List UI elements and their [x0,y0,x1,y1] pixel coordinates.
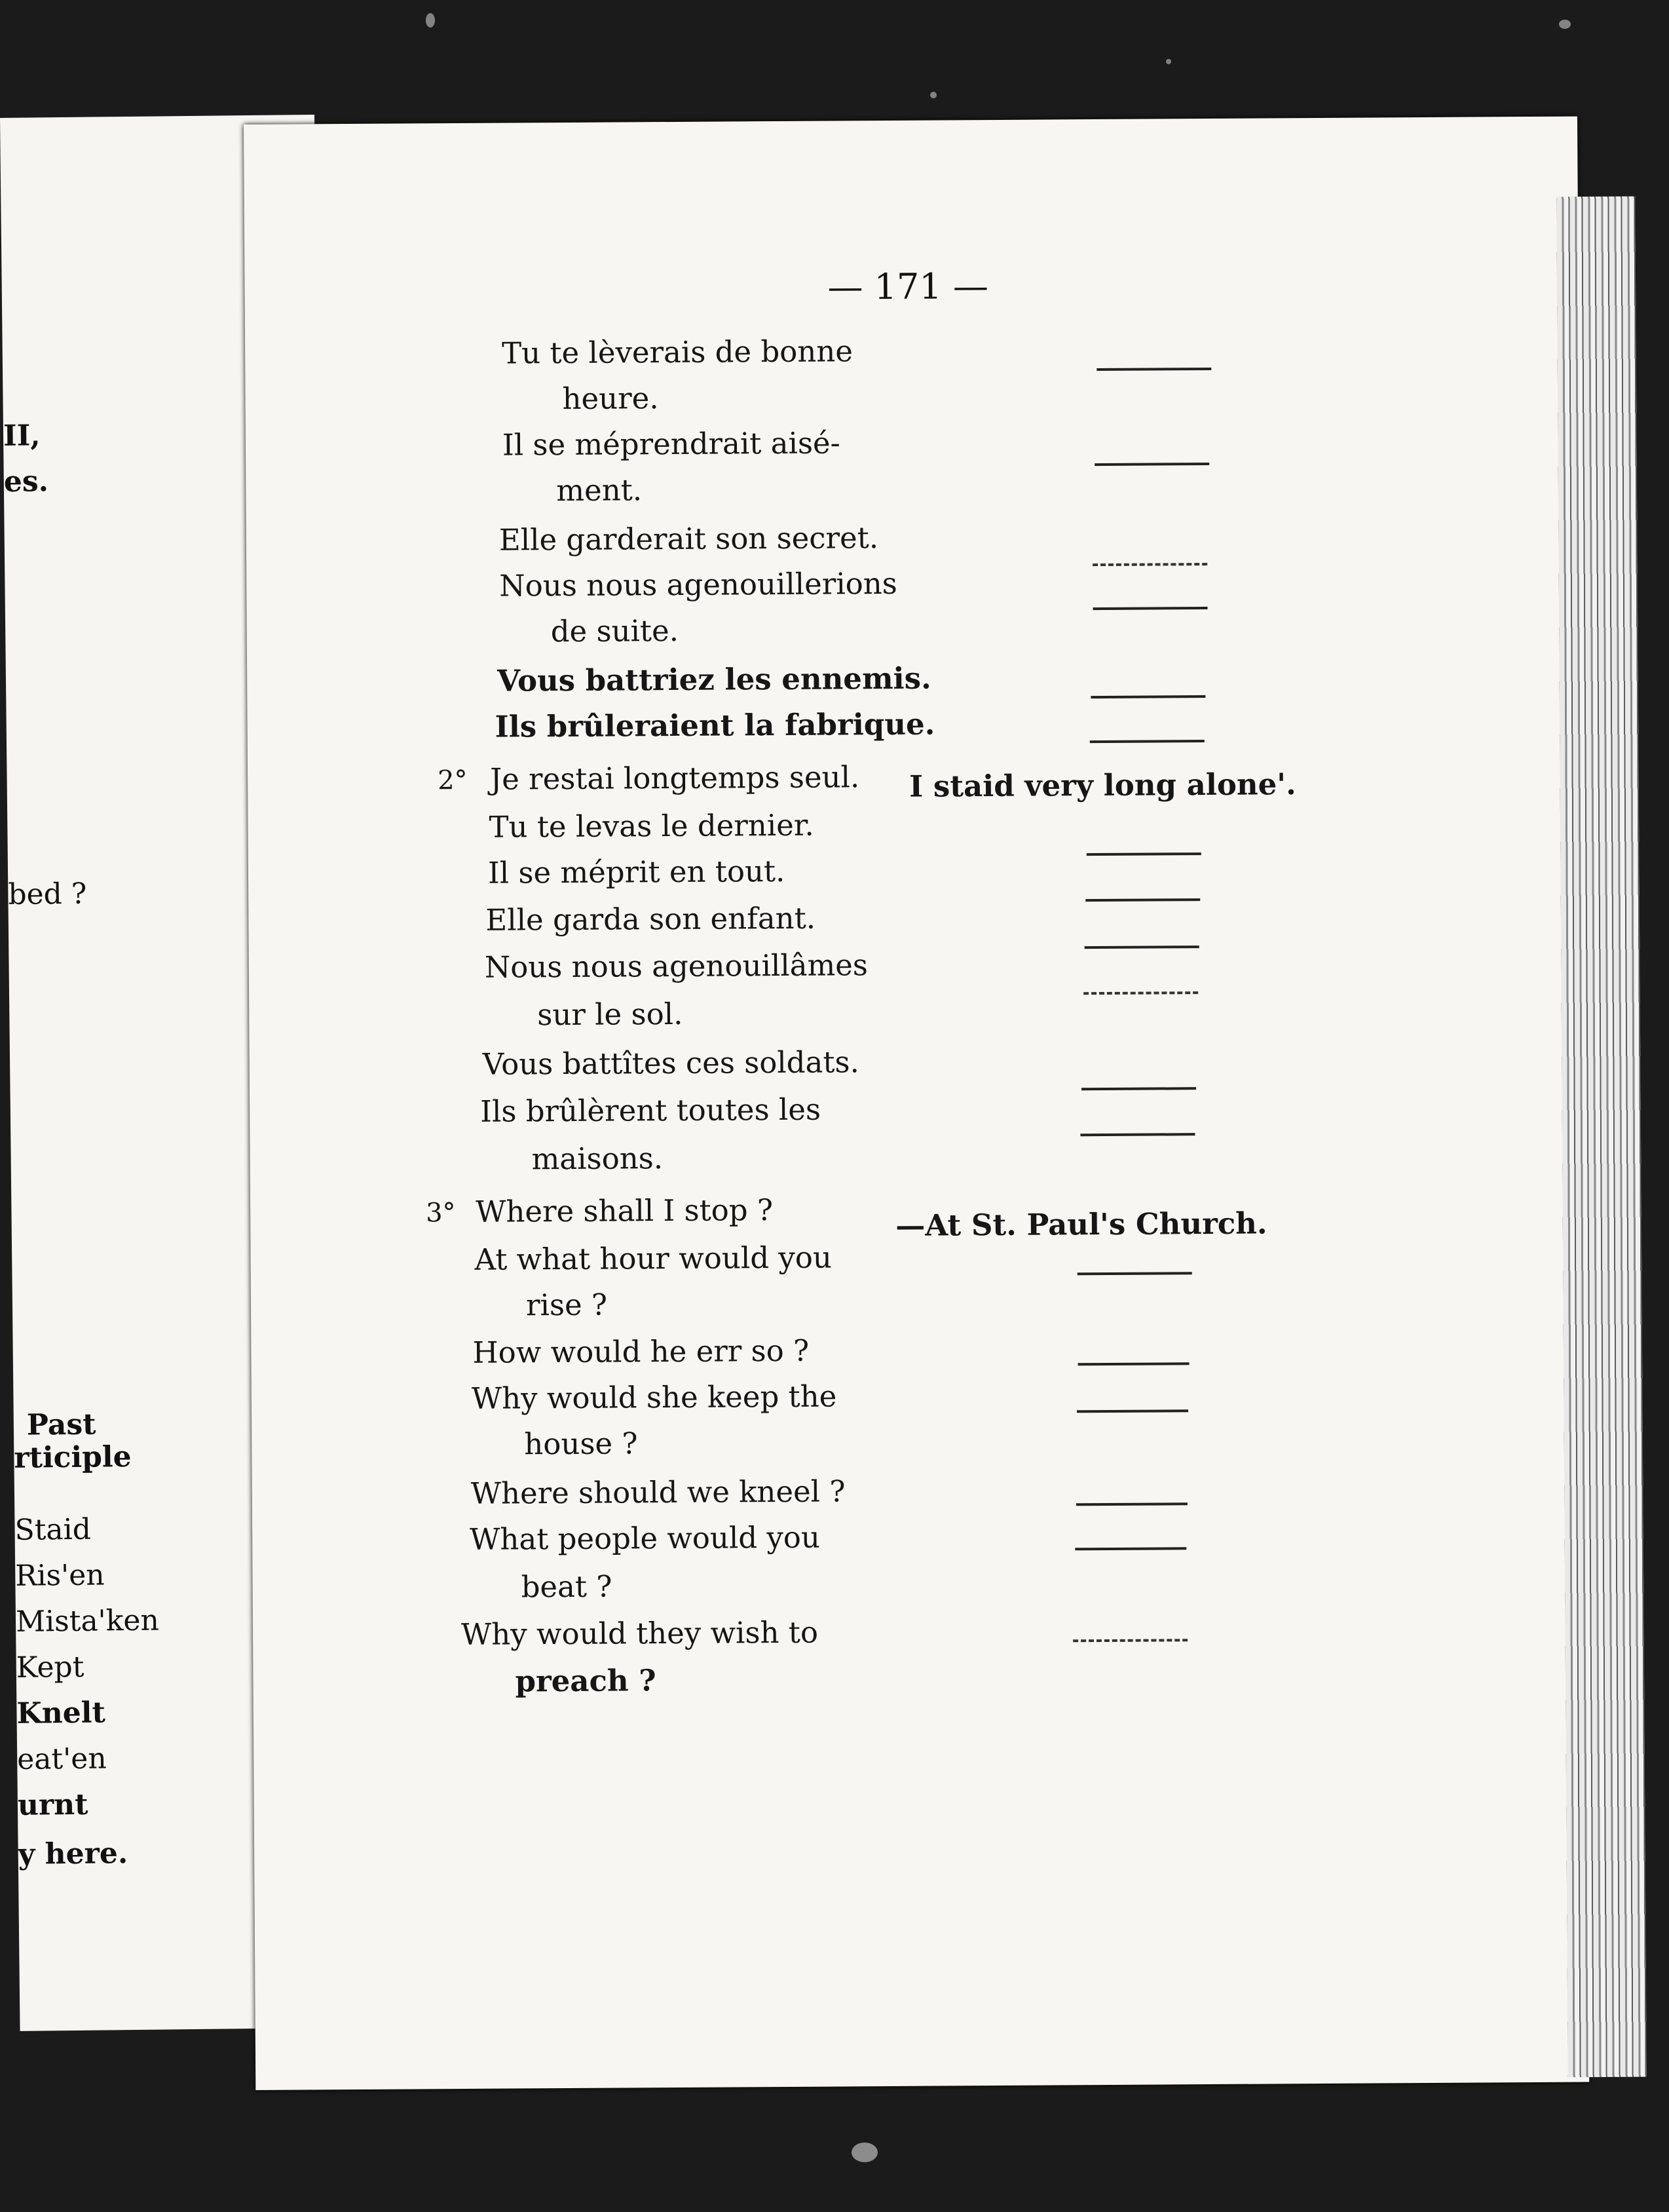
exercise-line: Why would she keep the [471,1379,837,1416]
answer-blank [1083,991,1198,995]
left-fragment: Knelt [16,1696,106,1730]
exercise-line: Nous nous agenouillerions [499,565,897,603]
exercise-line: Tu te lèverais de bonne [501,334,853,371]
exercise-line: Ils brûlèrent toutes les [480,1092,821,1129]
answer-blank [1078,1272,1192,1275]
background-speck [852,2143,878,2162]
left-fragment: Past [26,1407,96,1442]
exercise-line: sur le sol. [537,996,683,1033]
answer-blank [1095,463,1209,466]
exercise-line: Why would they wish to [460,1614,819,1652]
exercise-line: How would he err so ? [472,1333,810,1370]
exercise-line: Vous battîtes ces soldats. [482,1044,859,1082]
exercise-line: Nous nous agenouillâmes [484,947,869,985]
exercise-line: Tu te levas le dernier. [489,807,814,845]
example-answer: I staid very long alone'. [909,767,1296,804]
exercise-line: What people would you [470,1519,821,1557]
answer-blank [1085,898,1200,902]
answer-blank [1077,1409,1188,1413]
exercise-line: rise ? [525,1287,608,1323]
left-fragment: y here. [18,1837,128,1871]
answer-blank [1076,1502,1188,1506]
exercise-line: Where shall I stop ? [475,1192,774,1229]
left-fragment: bed ? [8,877,87,911]
exercise-line: Il se méprit en tout. [487,853,785,890]
left-fragment: Ris'en [15,1558,105,1593]
exercise-line: beat ? [521,1569,612,1605]
answer-blank [1080,1133,1195,1136]
exercise-line: Il se méprendrait aisé- [502,425,840,463]
background-speck [1166,59,1171,64]
section-number: 3° [426,1198,456,1229]
exercise-line: Vous battriez les ennemis. [497,660,931,698]
answer-blank [1081,1087,1196,1090]
left-fragment: rticiple [14,1440,132,1475]
exercise-line: Elle garderait son secret. [498,520,879,558]
exercise-line: Elle garda son enfant. [485,900,816,938]
left-fragment: urnt [17,1787,88,1822]
exercise-line: heure. [562,381,659,417]
background-speck [1559,20,1571,29]
exercise-line: At what hour would you [474,1240,833,1277]
exercise-line: house ? [524,1426,638,1462]
answer-blank [1097,368,1211,371]
page-number: — 171 — [827,265,989,308]
background-speck [426,13,435,28]
left-fragment: Mista'ken [15,1603,160,1639]
answer-blank [1085,945,1199,949]
exercise-line: ment. [556,472,643,508]
background-speck [930,92,937,98]
answer-blank [1091,695,1205,698]
answer-blank [1087,852,1201,856]
exercise-line: preach ? [515,1663,656,1699]
exercise-line: de suite. [550,613,679,649]
answer-blank [1090,740,1205,743]
left-fragment: eat'en [16,1742,107,1776]
left-fragment: Kept [16,1650,84,1685]
answer-blank [1093,563,1207,566]
answer-blank [1093,607,1208,610]
exercise-line: maisons. [531,1141,664,1177]
left-fragment: II, [3,419,41,453]
answer-blank [1078,1362,1190,1365]
answer-blank [1075,1547,1186,1550]
right-page [244,117,1589,2090]
left-fragment: Staid [14,1512,92,1547]
left-fragment: es. [3,465,49,499]
section-number: 2° [437,765,468,796]
exercise-line: Where should we kneel ? [470,1474,846,1511]
example-answer: —At St. Paul's Church. [895,1206,1267,1243]
exercise-line: Je restai longtemps seul. [489,759,860,797]
answer-blank [1073,1639,1188,1642]
page-edges [1556,197,1647,2078]
exercise-line: Ils brûleraient la fabrique. [495,706,935,744]
